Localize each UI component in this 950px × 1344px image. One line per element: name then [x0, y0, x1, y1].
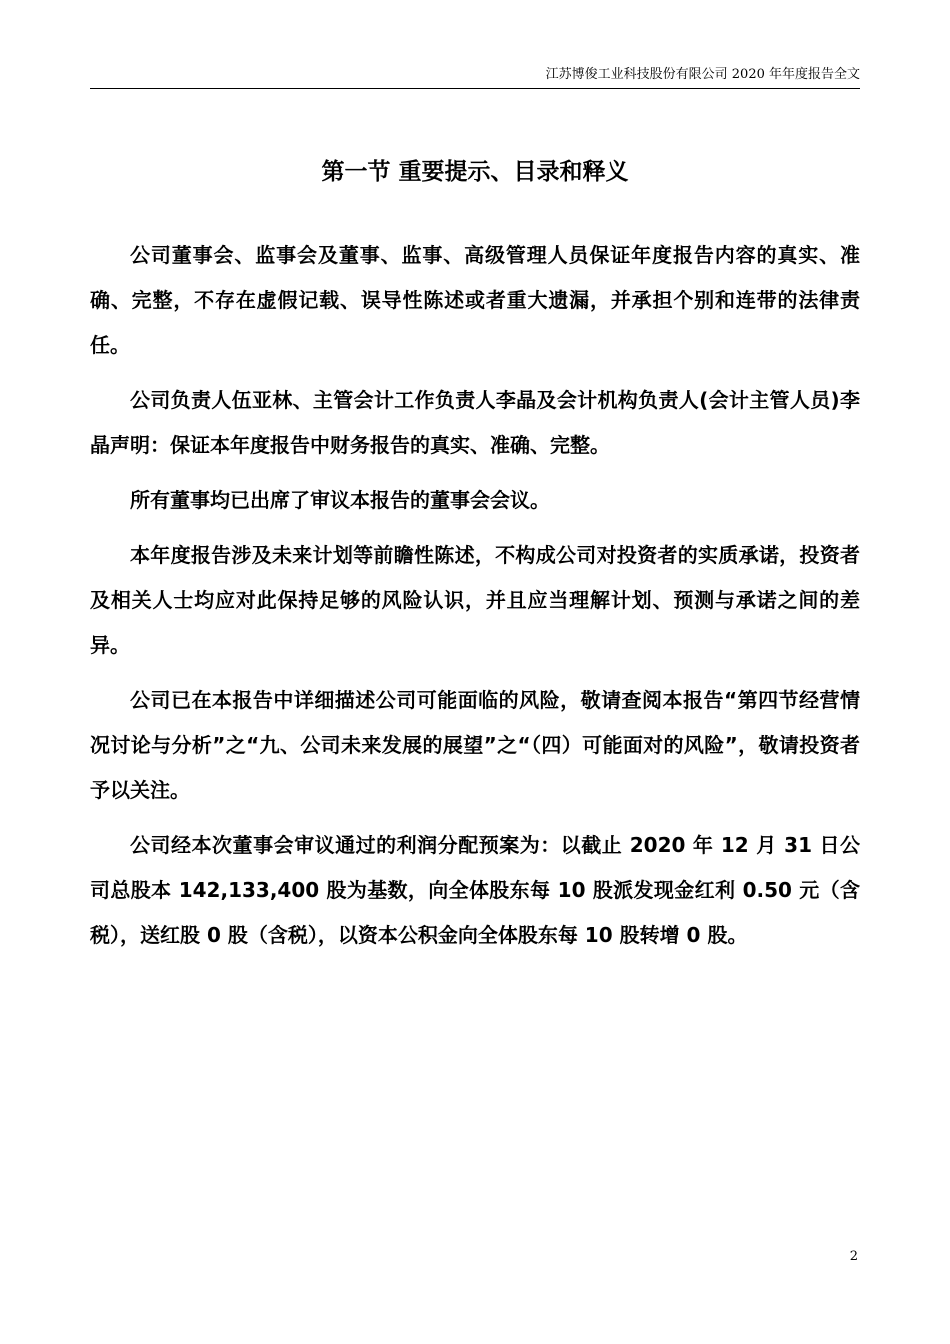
- paragraph-financial-declaration: 公司负责人伍亚林、主管会计工作负责人李晶及会计机构负责人(会计主管人员)李晶声明：保证本年度报告中财务报告的真实、准确、完整。: [90, 388, 860, 457]
- page-header: [90, 66, 860, 89]
- paragraph-forward-looking: 本年度报告涉及未来计划等前瞻性陈述，不构成公司对投资者的实质承诺，投资者及相关人士均应对此保持足够的风险认识，并且应当理解计划、预测与承诺之间的差异。: [90, 543, 860, 657]
- paragraph-board-attendance: 所有董事均已出席了审议本报告的董事会会议。: [130, 488, 550, 512]
- document-body: [90, 233, 860, 968]
- paragraph-responsibility-statement: 公司董事会、监事会及董事、监事、高级管理人员保证年度报告内容的真实、准确、完整，不存在虚假记载、误导性陈述或者重大遗漏，并承担个别和连带的法律责任。: [90, 243, 860, 357]
- header-title: 江苏博俊工业科技股份有限公司 2020 年年度报告全文: [545, 67, 860, 82]
- section-title: 第一节 重要提示、目录和释义: [321, 159, 629, 185]
- page-number: 2: [849, 1249, 858, 1264]
- paragraph-profit-distribution: 公司经本次董事会审议通过的利润分配预案为：以截止 2020 年 12 月 31 日公司总股本 142,133,400 股为基数，向全体股东每 10 股派发现金红利 0.50 元（含税），送红股 0 股（含税），以资本公积金向全体股东每 10 股转增 0 股。: [90, 833, 860, 947]
- paragraph-risk-notice: 公司已在本报告中详细描述公司可能面临的风险，敬请查阅本报告“第四节经营情况讨论与分析”之“九、公司未来发展的展望”之“（四）可能面对的风险”，敬请投资者予以关注。: [90, 688, 860, 802]
